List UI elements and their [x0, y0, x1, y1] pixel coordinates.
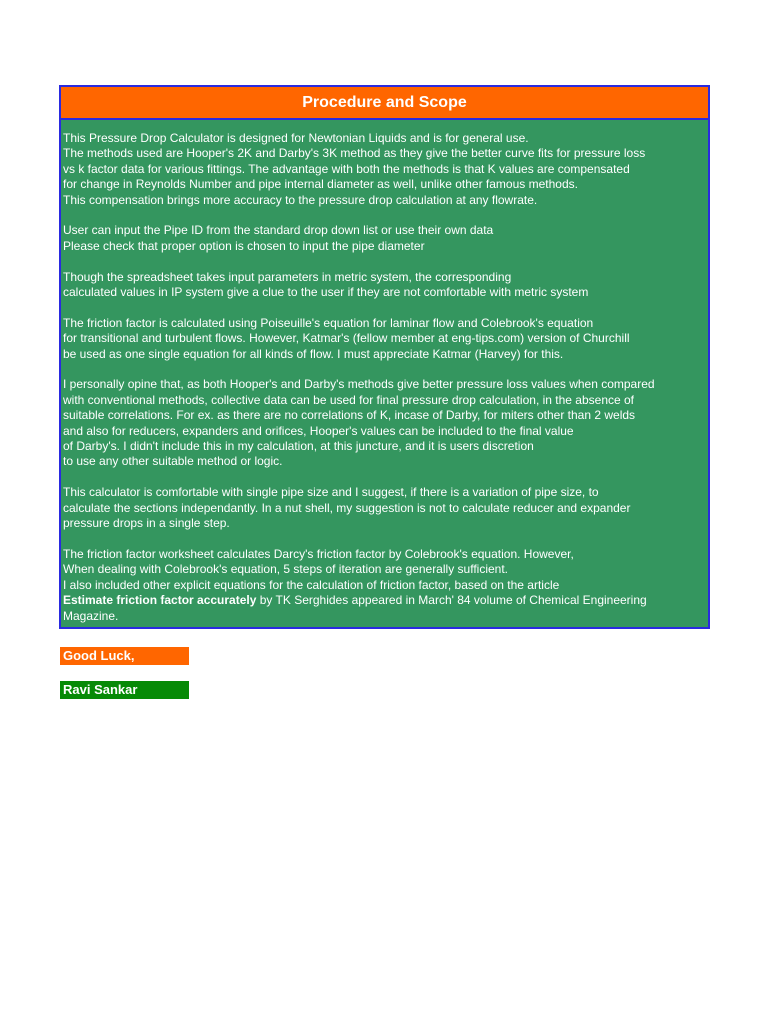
article-suffix: by TK Serghides appeared in March' 84 volume of Chemical Engineering: [256, 593, 647, 608]
panel-title: Procedure and Scope: [61, 87, 708, 120]
text-line: for change in Reynolds Number and pipe internal diameter as well, unlike other famous methods.: [63, 177, 578, 192]
text-line: Please check that proper option is chosen to input the pipe diameter: [63, 238, 425, 253]
paragraph-units: [63, 270, 706, 301]
text-line: The friction factor worksheet calculates Darcy's friction factor by Colebrook's equation. However,: [63, 546, 574, 561]
text-line: This compensation brings more accuracy to the pressure drop calculation at any flowrate.: [63, 192, 538, 207]
author-label: Ravi Sankar: [60, 681, 189, 699]
text-line: The friction factor is calculated using Poiseuille's equation for laminar flow and Colebrook's equation: [63, 315, 594, 330]
text-line: to use any other suitable method or logic.: [63, 454, 283, 469]
text-line: Though the spreadsheet takes input parameters in metric system, the corresponding: [63, 269, 512, 284]
good-luck-label: Good Luck,: [60, 647, 189, 665]
paragraph-intro: [63, 131, 706, 208]
article-title: Estimate friction factor accurately: [63, 593, 257, 608]
text-line: be used as one single equation for all kinds of flow. I must appreciate Katmar (Harvey) for this.: [63, 346, 564, 361]
text-line: calculate the sections independantly. In a nut shell, my suggestion is not to calculate reducer and expander: [63, 500, 631, 515]
text-line: with conventional methods, collective data can be used for final pressure drop calculation, in the absence of: [63, 392, 635, 407]
text-line: and also for reducers, expanders and orifices, Hooper's values can be included to the final value: [63, 423, 574, 438]
text-line: calculated values in IP system give a clue to the user if they are not comfortable with metric system: [63, 285, 589, 300]
text-line: This Pressure Drop Calculator is designed for Newtonian Liquids and is for general use.: [63, 131, 529, 145]
text-line: When dealing with Colebrook's equation, 5 steps of iteration are generally sufficient.: [63, 562, 508, 577]
paragraph-pipe-size: [63, 485, 706, 531]
text-line: I also included other explicit equations for the calculation of friction factor, based on the article: [63, 577, 560, 592]
paragraph-pipe-id: [63, 223, 706, 254]
procedure-panel: [59, 85, 710, 629]
text-line: of Darby's. I didn't include this in my calculation, at this juncture, and it is users discretion: [63, 439, 534, 454]
paragraph-worksheet: [63, 547, 706, 624]
paragraph-friction-factor: [63, 316, 706, 362]
text-line: This calculator is comfortable with single pipe size and I suggest, if there is a variation of pipe size, to: [63, 485, 599, 500]
text-line: for transitional and turbulent flows. However, Katmar's (fellow member at eng-tips.com) version of Churchill: [63, 331, 630, 346]
text-line: vs k factor data for various fittings. The advantage with both the methods is that K values are compensated: [63, 161, 630, 176]
text-line: The methods used are Hooper's 2K and Darby's 3K method as they give the better curve fits for pressure loss: [63, 146, 646, 161]
text-line: I personally opine that, as both Hooper's and Darby's methods give better pressure loss values when compared: [63, 377, 655, 392]
article-reference-line: [63, 593, 706, 608]
text-line: User can input the Pipe ID from the standard drop down list or use their own data: [63, 223, 494, 238]
panel-body: [61, 120, 708, 627]
text-line: suitable correlations. For ex. as there are no correlations of K, incase of Darby, for miters other than 2 welds: [63, 408, 636, 423]
text-line: Magazine.: [63, 608, 119, 623]
paragraph-opinion: [63, 377, 706, 469]
text-line: pressure drops in a single step.: [63, 516, 230, 531]
